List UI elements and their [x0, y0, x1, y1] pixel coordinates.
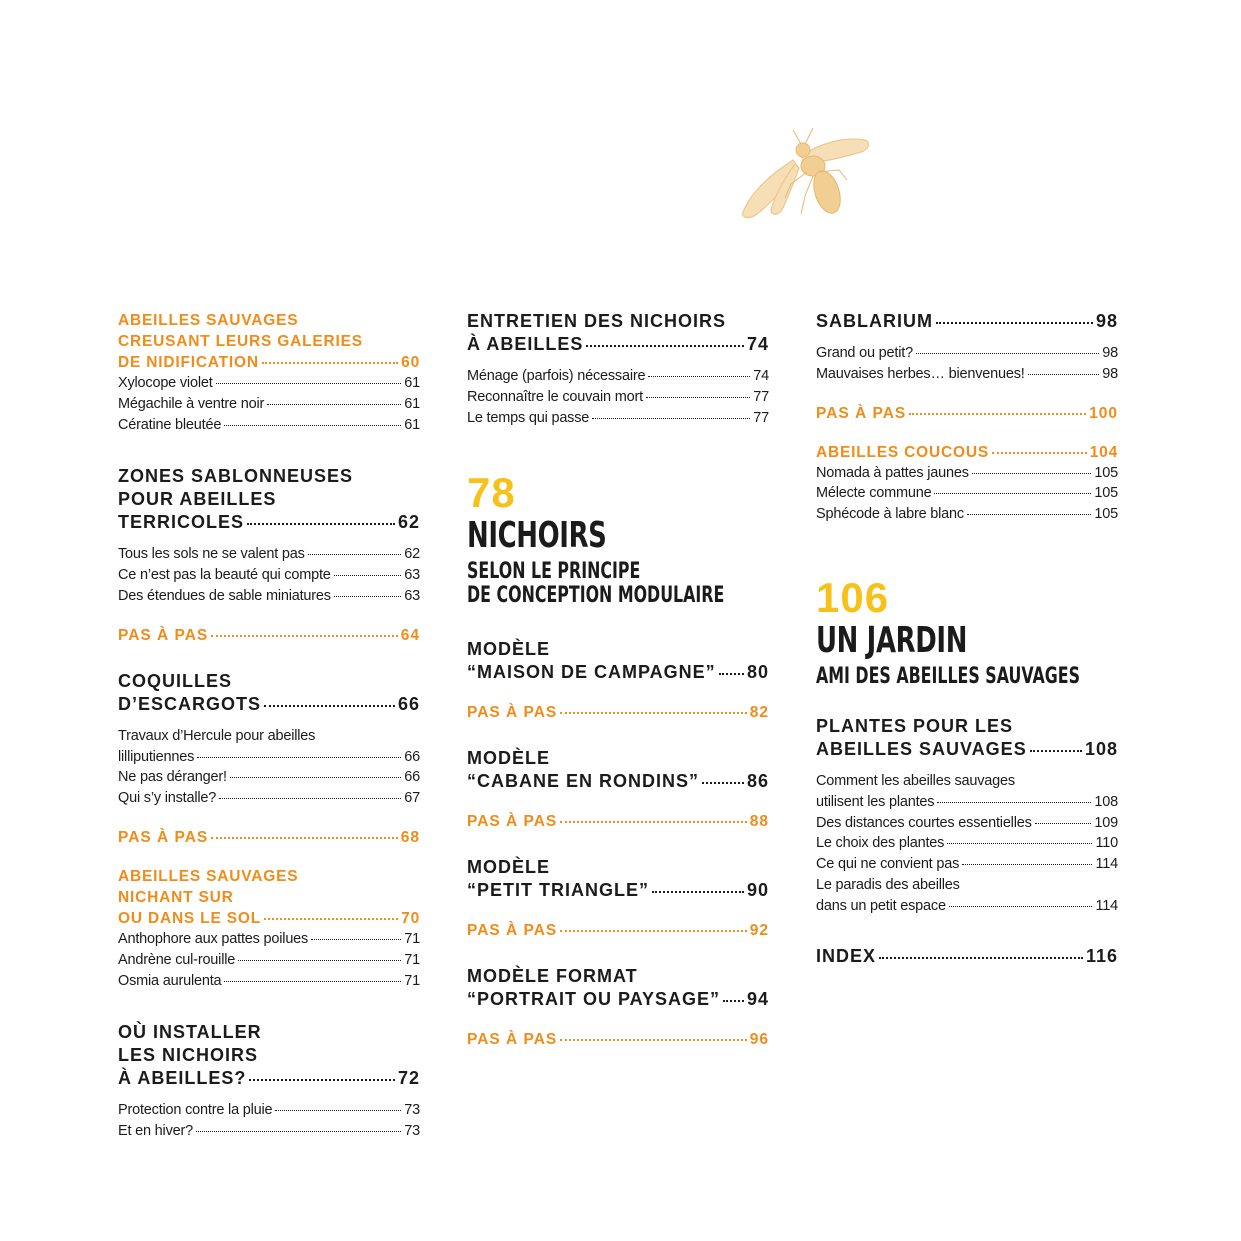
toc-model-portrait[interactable]	[467, 965, 769, 1011]
toc-item[interactable]: dans un petit espace 114	[816, 897, 1118, 914]
chapter-subtitle: DE CONCEPTION MODULAIRE	[467, 583, 725, 609]
toc-item[interactable]: Qui s’y installe? 67	[118, 790, 420, 807]
toc-item[interactable]: Des étendues de sable miniatures 63	[118, 587, 420, 604]
toc-item-line[interactable]: Comment les abeilles sauvages	[816, 772, 1015, 789]
toc-item[interactable]: Ne pas déranger! 66	[118, 769, 420, 786]
section-title-line: ABEILLES SAUVAGES	[118, 312, 299, 329]
toc-pas-a-pas[interactable]: PAS À PAS 64	[118, 626, 420, 644]
toc-index[interactable]: INDEX 116	[816, 945, 1118, 966]
section-title-line: DE NIDIFICATION	[118, 354, 259, 371]
toc-pas-a-pas[interactable]: PAS À PAS 68	[118, 828, 420, 846]
toc-model-cabane[interactable]	[467, 747, 769, 793]
toc-items	[816, 771, 1118, 917]
toc-item[interactable]: Mauvaises herbes… bienvenues! 98	[816, 365, 1118, 382]
toc-item[interactable]: Reconnaître le couvain mort 77	[467, 388, 769, 405]
section-title-line: “CABANE EN RONDINS”	[467, 771, 700, 792]
chapter-number: 106	[816, 573, 890, 621]
toc-item[interactable]: Nomada à pattes jaunes 105	[816, 464, 1118, 481]
section-title-line: ZONES SABLONNEUSES	[118, 466, 354, 487]
toc-section-coquilles[interactable]	[118, 670, 420, 716]
section-title-line: ABEILLES COUCOUS	[816, 443, 989, 461]
toc-column-2	[467, 310, 769, 1050]
section-title-line: PLANTES POUR LES	[816, 715, 1014, 736]
toc-column-3	[816, 310, 1118, 968]
toc-item[interactable]: Xylocope violet 61	[118, 375, 420, 391]
toc-pas-a-pas[interactable]: PAS À PAS 82	[467, 704, 769, 722]
toc-item-line[interactable]: Le paradis des abeilles	[816, 876, 960, 893]
toc-pas-a-pas[interactable]: PAS À PAS 100	[816, 404, 1118, 422]
section-title-line: MODÈLE	[467, 857, 551, 878]
toc-item-line[interactable]: Travaux d’Hercule pour abeilles	[118, 727, 316, 744]
toc-section-nichant-sol[interactable]	[118, 866, 420, 929]
page-number: 60	[401, 354, 420, 371]
page-number: 80	[746, 662, 769, 683]
section-title-line: POUR ABEILLES	[118, 489, 277, 510]
section-title-line: OÙ INSTALLER	[118, 1022, 262, 1043]
chapter-header-jardin[interactable]	[816, 573, 1118, 689]
section-title-line: À ABEILLES?	[118, 1068, 247, 1089]
section-title-line: SABLARIUM	[816, 311, 933, 331]
toc-pas-a-pas[interactable]: PAS À PAS 96	[467, 1031, 769, 1049]
toc-model-triangle[interactable]	[467, 856, 769, 902]
toc-item[interactable]: Ce n’est pas la beauté qui compte 63	[118, 567, 420, 584]
toc-section-coucous[interactable]	[816, 442, 1118, 463]
toc-item[interactable]: Cératine bleutée 61	[118, 416, 420, 433]
toc-section-installer[interactable]	[118, 1021, 420, 1090]
toc-items	[118, 544, 420, 606]
page-number: 94	[746, 989, 769, 1010]
chapter-title: UN JARDIN	[816, 619, 968, 661]
toc-items	[118, 373, 420, 435]
section-title-line: TERRICOLES	[118, 512, 245, 533]
toc-item[interactable]: Des distances courtes essentielles 109	[816, 814, 1118, 831]
toc-item[interactable]: Protection contre la pluie 73	[118, 1102, 420, 1119]
page-number: 72	[397, 1068, 420, 1089]
chapter-header-nichoirs[interactable]	[467, 469, 769, 609]
toc-item[interactable]: Mégachile à ventre noir 61	[118, 395, 420, 412]
page-number: 98	[1095, 311, 1118, 331]
toc-item[interactable]: Andrène cul-rouille 71	[118, 951, 420, 968]
section-title-line: OU DANS LE SOL	[118, 909, 261, 927]
toc-model-maison[interactable]	[467, 638, 769, 684]
toc-items	[816, 463, 1118, 525]
page-number: 108	[1084, 738, 1118, 759]
page-number: 104	[1089, 443, 1118, 461]
toc-section-zones-sablonneuses[interactable]	[118, 465, 420, 534]
chapter-subtitle: SELON LE PRINCIPE	[467, 559, 641, 585]
section-title-line: ENTRETIEN DES NICHOIRS	[467, 311, 727, 331]
toc-section-galeries[interactable]	[118, 310, 420, 373]
section-title-line: NICHANT SUR	[118, 888, 234, 906]
page-number: 70	[401, 909, 420, 927]
section-title-line: ABEILLES SAUVAGES	[816, 738, 1027, 759]
toc-item[interactable]: utilisent les plantes 108	[816, 793, 1118, 810]
section-title-line: MODÈLE	[467, 748, 551, 769]
toc-section-entretien[interactable]	[467, 310, 769, 356]
section-title-line: À ABEILLES	[467, 334, 584, 354]
toc-item[interactable]: lilliputiennes 66	[118, 748, 420, 765]
toc-item[interactable]: Tous les sols ne se valent pas 62	[118, 546, 420, 563]
toc-item[interactable]: Ménage (parfois) nécessaire 74	[467, 368, 769, 384]
section-title-line: D’ESCARGOTS	[118, 693, 262, 714]
section-title-line: LES NICHOIRS	[118, 1045, 259, 1066]
section-title-line: “PORTRAIT OU PAYSAGE”	[467, 989, 721, 1010]
bee-icon	[735, 120, 875, 232]
chapter-subtitle: AMI DES ABEILLES SAUVAGES	[816, 663, 1081, 689]
toc-section-plantes[interactable]	[816, 715, 1118, 761]
section-title-line: “PETIT TRIANGLE”	[467, 880, 649, 901]
page-number: 62	[397, 512, 420, 533]
section-title-line: “MAISON DE CAMPAGNE”	[467, 662, 716, 683]
toc-column-1	[118, 310, 420, 1142]
toc-items	[467, 366, 769, 428]
page-number: 74	[746, 334, 769, 354]
section-title-line: CREUSANT LEURS GALERIES	[118, 333, 363, 350]
toc-pas-a-pas[interactable]: PAS À PAS 92	[467, 922, 769, 940]
toc-item[interactable]: Sphécode à labre blanc 105	[816, 506, 1118, 523]
toc-item[interactable]: Le temps qui passe 77	[467, 409, 769, 426]
page-number: 86	[746, 771, 769, 792]
chapter-title: NICHOIRS	[467, 515, 607, 557]
toc-item[interactable]: Le choix des plantes 110	[816, 835, 1118, 852]
toc-item[interactable]: Osmia aurulenta 71	[118, 972, 420, 989]
toc-item[interactable]: Mélecte commune 105	[816, 485, 1118, 502]
page-number: 90	[746, 880, 769, 901]
toc-items	[118, 929, 420, 991]
toc-items	[118, 726, 420, 809]
toc-items	[816, 343, 1118, 385]
toc-item[interactable]: Ce qui ne convient pas 114	[816, 856, 1118, 873]
toc-item[interactable]: Grand ou petit? 98	[816, 345, 1118, 361]
page-number: 66	[397, 693, 420, 714]
toc-section-sablarium[interactable]	[816, 310, 1118, 333]
section-title-line: ABEILLES SAUVAGES	[118, 867, 299, 885]
toc-pas-a-pas[interactable]: PAS À PAS 88	[467, 813, 769, 831]
toc-item[interactable]: Anthophore aux pattes poilues 71	[118, 930, 420, 947]
section-title-line: COQUILLES	[118, 670, 233, 691]
toc-item[interactable]: Et en hiver? 73	[118, 1123, 420, 1140]
section-title-line: MODÈLE FORMAT	[467, 966, 638, 987]
toc-items	[118, 1100, 420, 1142]
chapter-number: 78	[467, 469, 516, 517]
section-title-line: MODÈLE	[467, 639, 551, 660]
